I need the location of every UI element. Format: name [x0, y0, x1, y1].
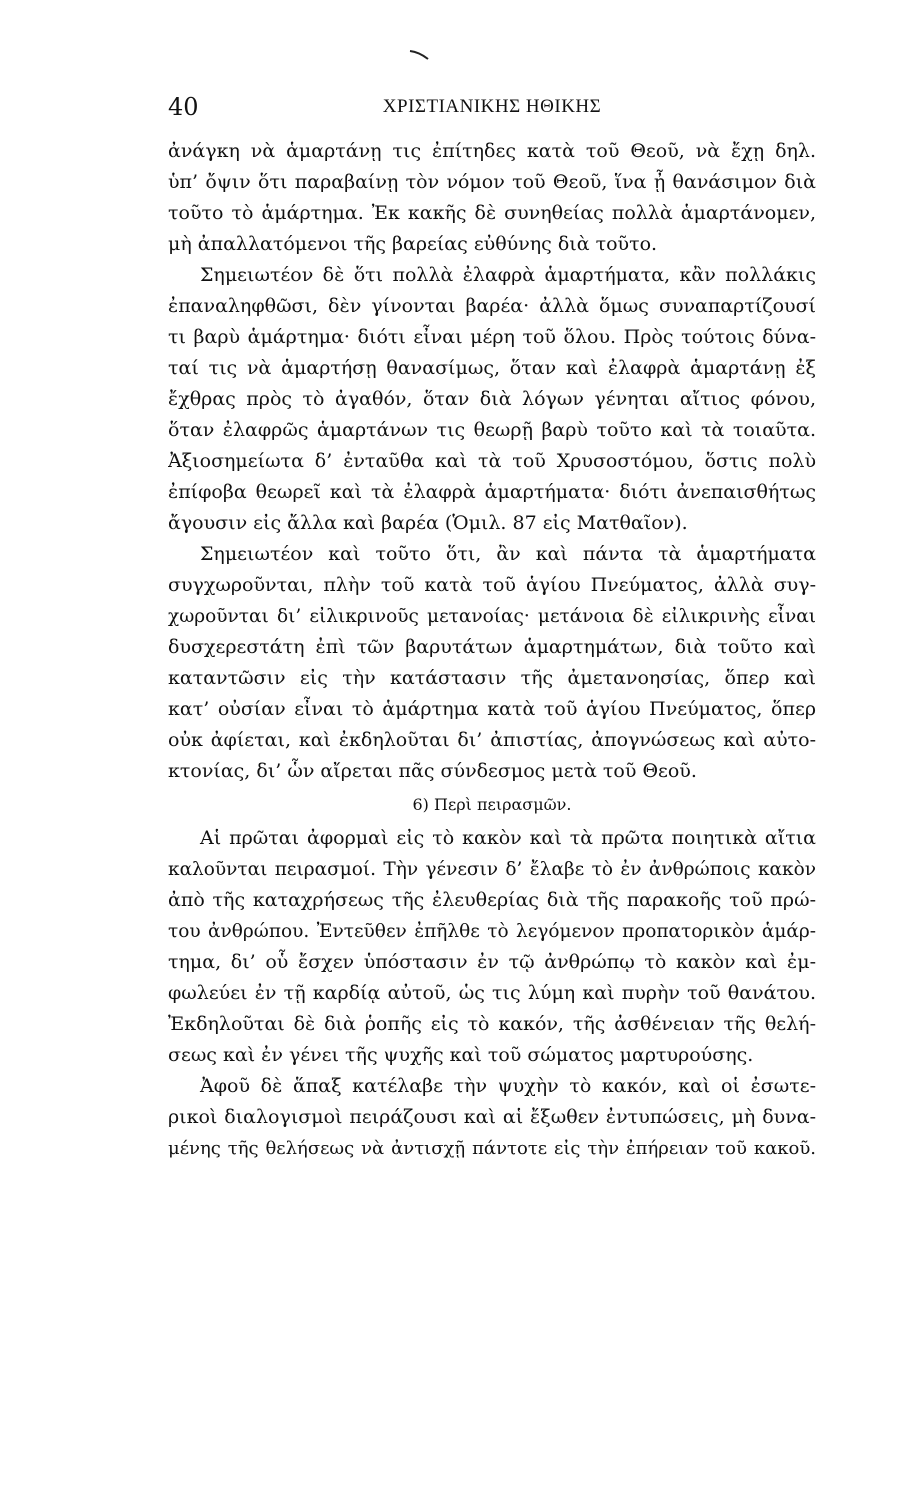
text-line: σεως καὶ ἐν γένει τῆς ψυχῆς καὶ τοῦ σώματος μαρτυρούσης. — [168, 1044, 754, 1066]
text-line: Σημειωτέον δὲ ὅτι πολλὰ ἐλαφρὰ ἁμαρτήματα, κἂν πολλάκις — [200, 264, 816, 286]
paragraph-2 — [168, 260, 816, 539]
text-line: τοῦτο τὸ ἁμάρτημα. Ἐκ κακῆς δὲ συνηθείας πολλὰ ἁμαρτάνομεν, — [168, 202, 816, 224]
text-line: φωλεύει ἐν τῇ καρδίᾳ αὐτοῦ, ὡς τις λύμη καὶ πυρὴν τοῦ θανάτου. — [168, 982, 816, 1004]
text-line: ἀνάγκη νὰ ἁμαρτάνῃ τις ἐπίτηδες κατὰ τοῦ Θεοῦ, νὰ ἔχῃ δηλ. — [168, 140, 816, 162]
text-line: συγχωροῦνται, πλὴν τοῦ κατὰ τοῦ ἁγίου Πνεύματος, ἀλλὰ συγ- — [168, 574, 816, 596]
text-line: τημα, δι’ οὗ ἔσχεν ὑπόστασιν ἐν τῷ ἀνθρώπῳ τὸ κακὸν καὶ ἐμ- — [168, 951, 816, 973]
page-number: 40 — [168, 93, 199, 121]
text-line: ταί τις νὰ ἁμαρτήσῃ θανασίμως, ὅταν καὶ ἐλαφρὰ ἁμαρτάνῃ ἐξ — [168, 357, 816, 379]
text-line: κτονίας, δι’ ὧν αἴρεται πᾶς σύνδεσμος μετὰ τοῦ Θεοῦ. — [168, 760, 697, 782]
text-line: ἄγουσιν εἰς ἄλλα καὶ βαρέα (Ὁμιλ. 87 εἰς Ματθαῖον). — [168, 512, 688, 534]
text-line: του ἀνθρώπου. Ἐντεῦθεν ἐπῆλθε τὸ λεγόμενον προπατορικὸν ἁμάρ- — [168, 921, 816, 942]
text-line: ἔχθρας πρὸς τὸ ἀγαθόν, ὅταν διὰ λόγων γένηται αἴτιος φόνου, — [168, 388, 816, 410]
printer-mark — [408, 48, 430, 62]
text-line: Σημειωτέον καὶ τοῦτο ὅτι, ἂν καὶ πάντα τὰ ἁμαρτήματα — [200, 543, 816, 565]
text-line: ἐπαναληφθῶσι, δὲν γίνονται βαρέα· ἀλλὰ ὅμως συναπαρτίζουσί — [168, 295, 816, 317]
text-line: ἐπίφοβα θεωρεῖ καὶ τὰ ἐλαφρὰ ἁμαρτήματα· διότι ἀνεπαισθήτως — [168, 481, 816, 503]
text-line: μένης τῆς θελήσεως νὰ ἀντισχῇ πάντοτε εἰς τὴν ἐπήρειαν τοῦ κακοῦ. — [168, 1138, 816, 1159]
text-line: καλοῦνται πειρασμοί. Τὴν γένεσιν δ’ ἔλαβε τὸ ἐν ἀνθρώποις κακὸν — [168, 859, 816, 880]
text-line: Ἀφοῦ δὲ ἅπαξ κατέλαβε τὴν ψυχὴν τὸ κακόν, καὶ οἱ ἐσωτε- — [200, 1075, 816, 1097]
text-line: καταντῶσιν εἰς τὴν κατάστασιν τῆς ἀμετανοησίας, ὅπερ καὶ — [168, 667, 816, 689]
text-line: τι βαρὺ ἁμάρτημα· διότι εἶναι μέρη τοῦ ὅλου. Πρὸς τούτοις δύνα- — [168, 326, 816, 348]
text-line: κατ’ οὐσίαν εἶναι τὸ ἁμάρτημα κατὰ τοῦ ἁγίου Πνεύματος, ὅπερ — [168, 698, 816, 720]
paragraph-5 — [168, 1071, 816, 1164]
section-heading: 6) Περὶ πειρασμῶν. — [412, 795, 572, 814]
text-line: ὑπ’ ὄψιν ὅτι παραβαίνῃ τὸν νόμον τοῦ Θεοῦ, ἵνα ᾖ θανάσιμον διὰ — [168, 171, 816, 193]
text-line: ρικοὶ διαλογισμοὶ πειράζουσι καὶ αἱ ἔξωθεν ἐντυπώσεις, μὴ δυνα- — [168, 1106, 816, 1128]
text-line: ἀπὸ τῆς καταχρήσεως τῆς ἐλευθερίας διὰ τῆς παρακοῆς τοῦ πρώ- — [168, 889, 816, 911]
paragraph-3 — [168, 539, 816, 787]
text-line: μὴ ἀπαλλατόμενοι τῆς βαρείας εὐθύνης διὰ τοῦτο. — [168, 233, 658, 255]
paragraph-1 — [168, 136, 816, 260]
text-line: χωροῦνται δι’ εἰλικρινοῦς μετανοίας· μετάνοια δὲ εἰλικρινὴς εἶναι — [168, 606, 816, 627]
text-line: Ἐκδηλοῦται δὲ διὰ ῥοπῆς εἰς τὸ κακόν, τῆς ἀσθένειαν τῆς θελή- — [168, 1013, 816, 1035]
text-line: δυσχερεστάτη ἐπὶ τῶν βαρυτάτων ἁμαρτημάτων, διὰ τοῦτο καὶ — [168, 636, 816, 658]
text-line: Αἱ πρῶται ἀφορμαὶ εἰς τὸ κακὸν καὶ τὰ πρῶτα ποιητικὰ αἴτια — [200, 827, 816, 849]
running-title: ΧΡΙΣΤΙΑΝΙΚΗΣ ΗΘΙΚΗΣ — [382, 96, 602, 117]
text-line: Ἀξιοσημείωτα δ’ ἐνταῦθα καὶ τὰ τοῦ Χρυσοστόμου, ὅστις πολὺ — [168, 450, 816, 472]
text-line: ὅταν ἐλαφρῶς ἁμαρτάνων τις θεωρῇ βαρὺ τοῦτο καὶ τὰ τοιαῦτα. — [168, 419, 816, 441]
paragraph-4 — [168, 823, 816, 1071]
page-header — [168, 92, 816, 122]
text-line: οὐκ ἀφίεται, καὶ ἐκδηλοῦται δι’ ἀπιστίας, ἀπογνώσεως καὶ αὐτο- — [168, 729, 816, 751]
text-body — [168, 136, 816, 1164]
